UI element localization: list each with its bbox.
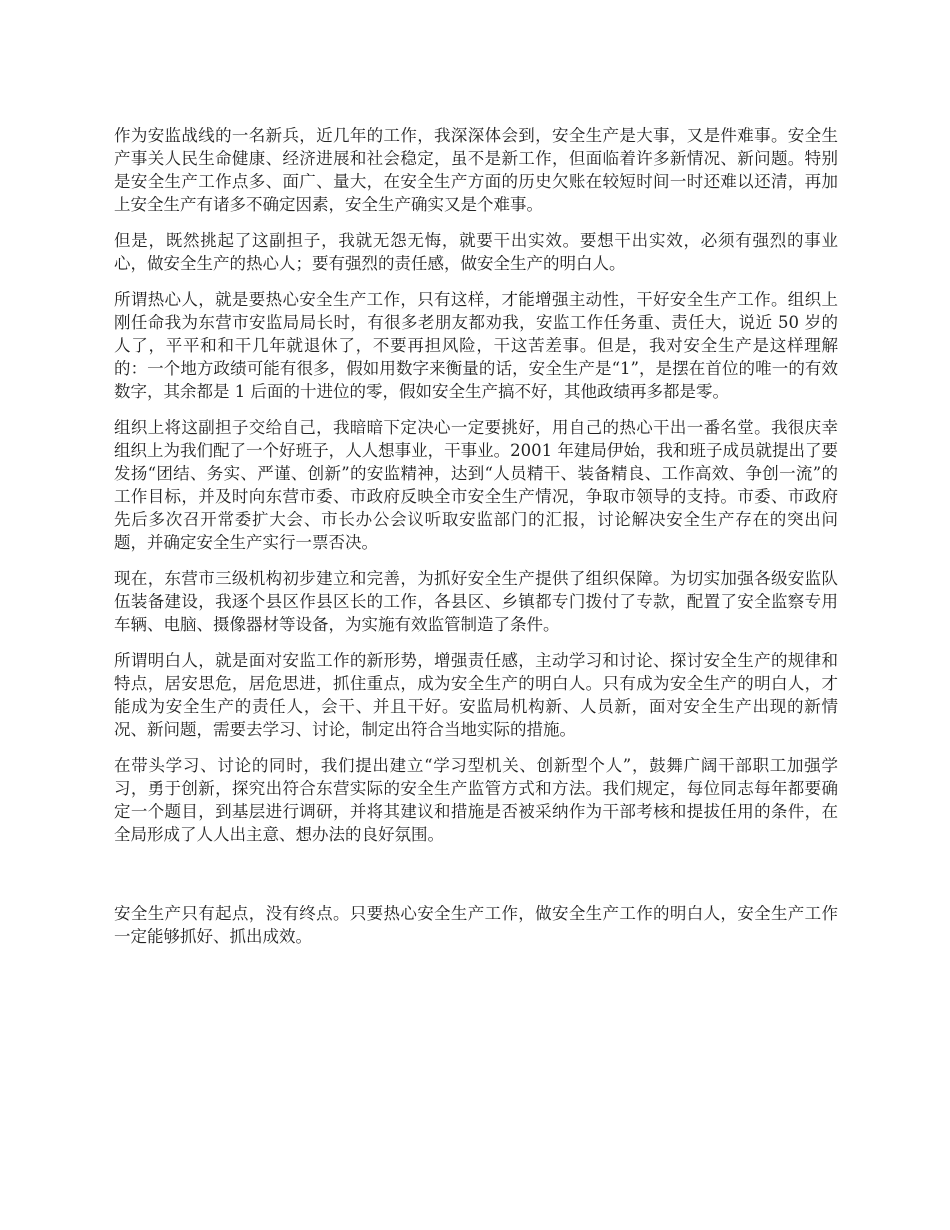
paragraph-4: 组织上将这副担子交给自己，我暗暗下定决心一定要挑好，用自己的热心干出一番名堂。我很庆幸组织上为我们配了一个好班子，人人想事业，干事业。2001 年建局伊始，我和班子成员就提出了要发扬“团结、务实、严谨、创新”的安监精神，达到“人员精干、装备精良、工作高效、争创一流”的工作目标，并及时向东营市委、市政府反映全市安全生产情况，争取市领导的支持。市委、市政府先后多次召开常委扩大会、市长办公会议听取安监部门的汇报，讨论解决安全生产存在的突出问题，并确定安全生产实行一票否决。 xyxy=(114,418,838,552)
paragraph-7: 在带头学习、讨论的同时，我们提出建立“学习型机关、创新型个人”，鼓舞广阔干部职工加强学习，勇于创新，探究出符合东营实际的安全生产监管方式和方法。我们规定，每位同志每年都要确定一个题目，到基层进行调研，并将其建议和措施是否被采纳作为干部考核和提拔任用的条件，在全局形成了人人出主意、想办法的良好氛围。 xyxy=(114,756,838,844)
paragraph-3: 所谓热心人，就是要热心安全生产工作，只有这样，才能增强主动性，干好安全生产工作。组织上刚任命我为东营市安监局局长时，有很多老朋友都劝我，安监工作任务重、责任大，说近 50 岁的人了，平平和和干几年就退休了，不要再担风险，干这苦差事。但是，我对安全生产是这样理解的：一个地方政绩可能有很多，假如用数字来衡量的话，安全生产是“1”，是摆在首位的唯一的有效数字，其余都是 1 后面的十进位的零，假如安全生产搞不好，其他政绩再多都是零。 xyxy=(114,290,838,401)
paragraph-1: 作为安监战线的一名新兵，近几年的工作，我深深体会到，安全生产是大事，又是件难事。安全生产事关人民生命健康、经济进展和社会稳定，虽不是新工作，但面临着许多新情况、新问题。特别是安全生产工作点多、面广、量大，在安全生产方面的历史欠账在较短时间一时还难以还清，再加上安全生产有诸多不确定因素，安全生产确实又是个难事。 xyxy=(114,126,838,214)
document-body xyxy=(114,124,838,961)
paragraph-5: 现在，东营市三级机构初步建立和完善，为抓好安全生产提供了组织保障。为切实加强各级安监队伍装备建设，我逐个县区作县区长的工作，各县区、乡镇都专门拨付了专款，配置了安全监察专用车辆、电脑、摄像器材等设备，为实施有效监管制造了条件。 xyxy=(114,569,838,634)
paragraph-8: 安全生产只有起点，没有终点。只要热心安全生产工作，做安全生产工作的明白人，安全生产工作一定能够抓好、抓出成效。 xyxy=(114,904,838,946)
paragraph-6: 所谓明白人，就是面对安监工作的新形势，增强责任感，主动学习和讨论、探讨安全生产的规律和特点，居安思危，居危思进，抓住重点，成为安全生产的明白人。只有成为安全生产的明白人，才能成为安全生产的责任人，会干、并且干好。安监局机构新、人员新，面对安全生产出现的新情况、新问题，需要去学习、讨论，制定出符合当地实际的措施。 xyxy=(114,651,838,739)
paragraph-2: 但是，既然挑起了这副担子，我就无怨无悔，就要干出实效。要想干出实效，必须有强烈的事业心，做安全生产的热心人；要有强烈的责任感，做安全生产的明白人。 xyxy=(114,231,838,273)
